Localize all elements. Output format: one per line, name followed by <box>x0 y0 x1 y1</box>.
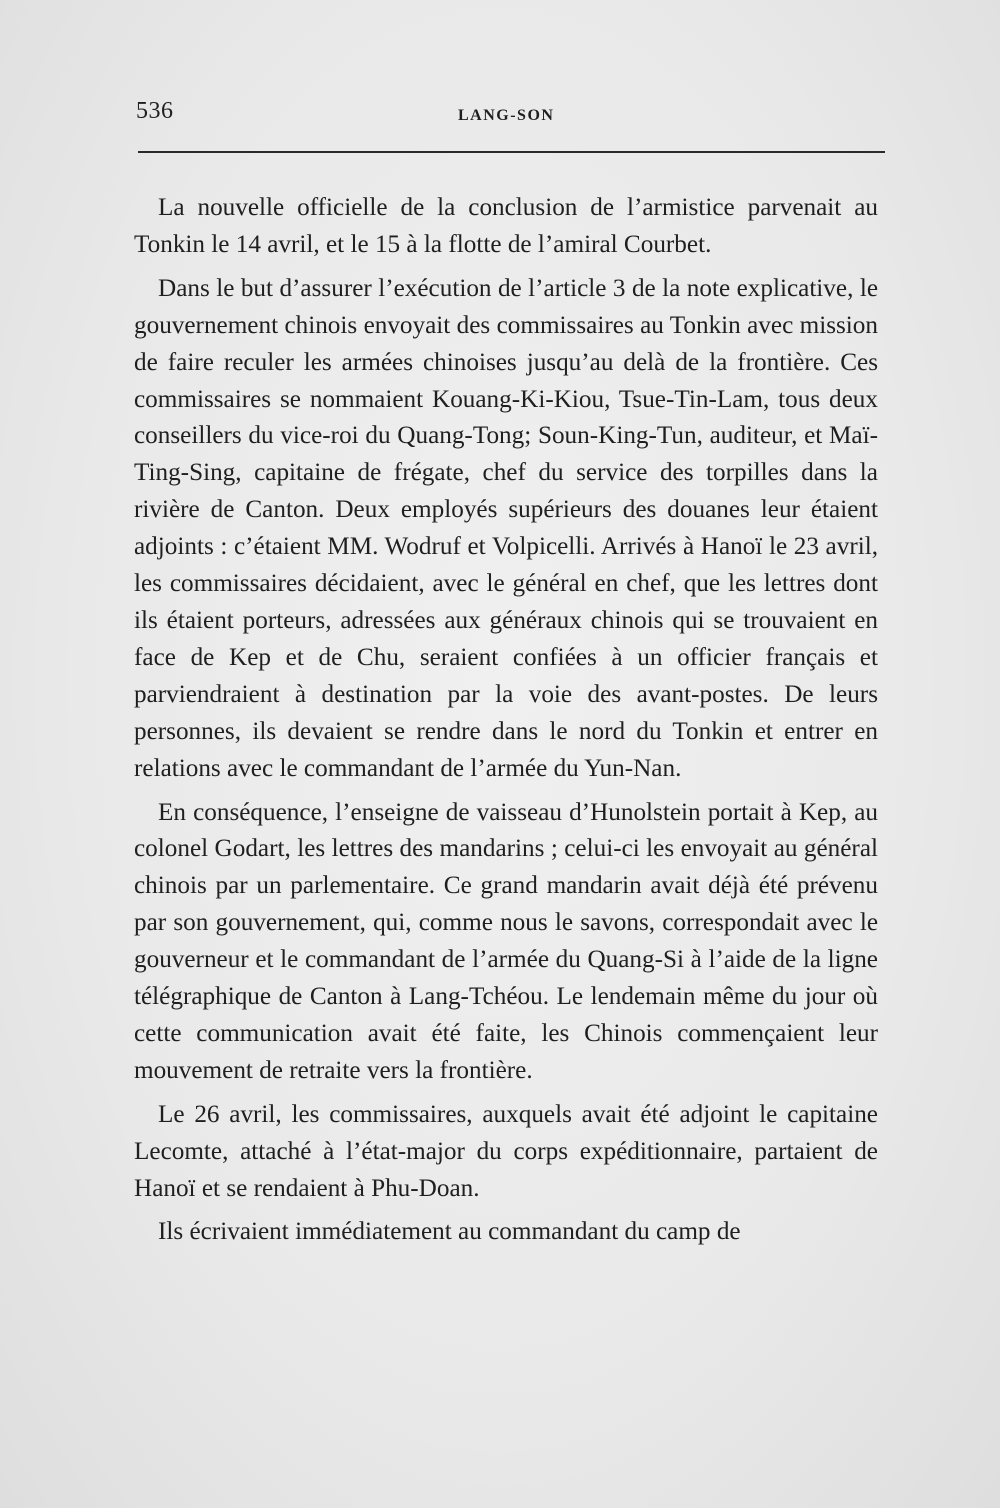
page-number: 536 <box>136 98 174 124</box>
page-header <box>136 98 886 138</box>
running-head: LANG-SON <box>458 107 555 124</box>
paragraph: La nouvelle officielle de la conclusion de l’armistice parvenait au Tonkin le 14 avril, et le 15 à la flotte de l’amiral Courbet. <box>134 194 878 258</box>
paragraph: Ils écrivaient immédiatement au commandant du camp de <box>158 1218 741 1246</box>
body-text <box>134 190 878 1258</box>
paragraph: En conséquence, l’enseigne de vaisseau d’Hunolstein portait à Kep, au colonel Godart, les lettres des mandarins ; celui-ci les envoyait au général chinois par un parlementaire. Ce grand mandarin avait déjà été prévenu par son gouvernement, qui, comme nous le savons, correspondait avec le gouverneur et le commandant de l’armée du Quang-Si à l’aide de la ligne télégraphique de Canton à Lang-Tchéou. Le lendemain même du jour où cette communication avait été faite, les Chinois commençaient leur mouvement de retraite vers la frontière. <box>134 798 878 1084</box>
paragraph: Le 26 avril, les commissaires, auxquels avait été adjoint le capitaine Lecomte, attaché à l’état-major du corps expéditionnaire, partaient de Hanoï et se rendaient à Phu-Doan. <box>134 1100 878 1202</box>
paragraph: Dans le but d’assurer l’exécution de l’article 3 de la note explicative, le gouvernement chinois envoyait des commissaires au Tonkin avec mission de faire reculer les armées chinoises jusqu’au delà de la frontière. Ces commissaires se nommaient Kouang-Ki-Kiou, Tsue-Tin-Lam, tous deux conseillers du vice-roi du Quang-Tong; Soun-King-Tun, auditeur, et Maï-Ting-Sing, capitaine de frégate, chef du service des torpilles dans la rivière de Canton. Deux employés supérieurs des douanes leur étaient adjoints : c’étaient MM. Wodruf et Volpicelli. Arrivés à Hanoï le 23 avril, les commissaires décidaient, avec le général en chef, que les lettres dont ils étaient porteurs, adressées aux généraux chinois qui se trouvaient en face de Kep et de Chu, seraient confiées à un officier français et parviendraient à destination par la voie des avant-postes. De leurs personnes, ils devaient se rendre dans le nord du Tonkin et entrer en relations avec le commandant de l’armée du Yun-Nan. <box>134 274 878 782</box>
header-rule <box>138 151 885 153</box>
